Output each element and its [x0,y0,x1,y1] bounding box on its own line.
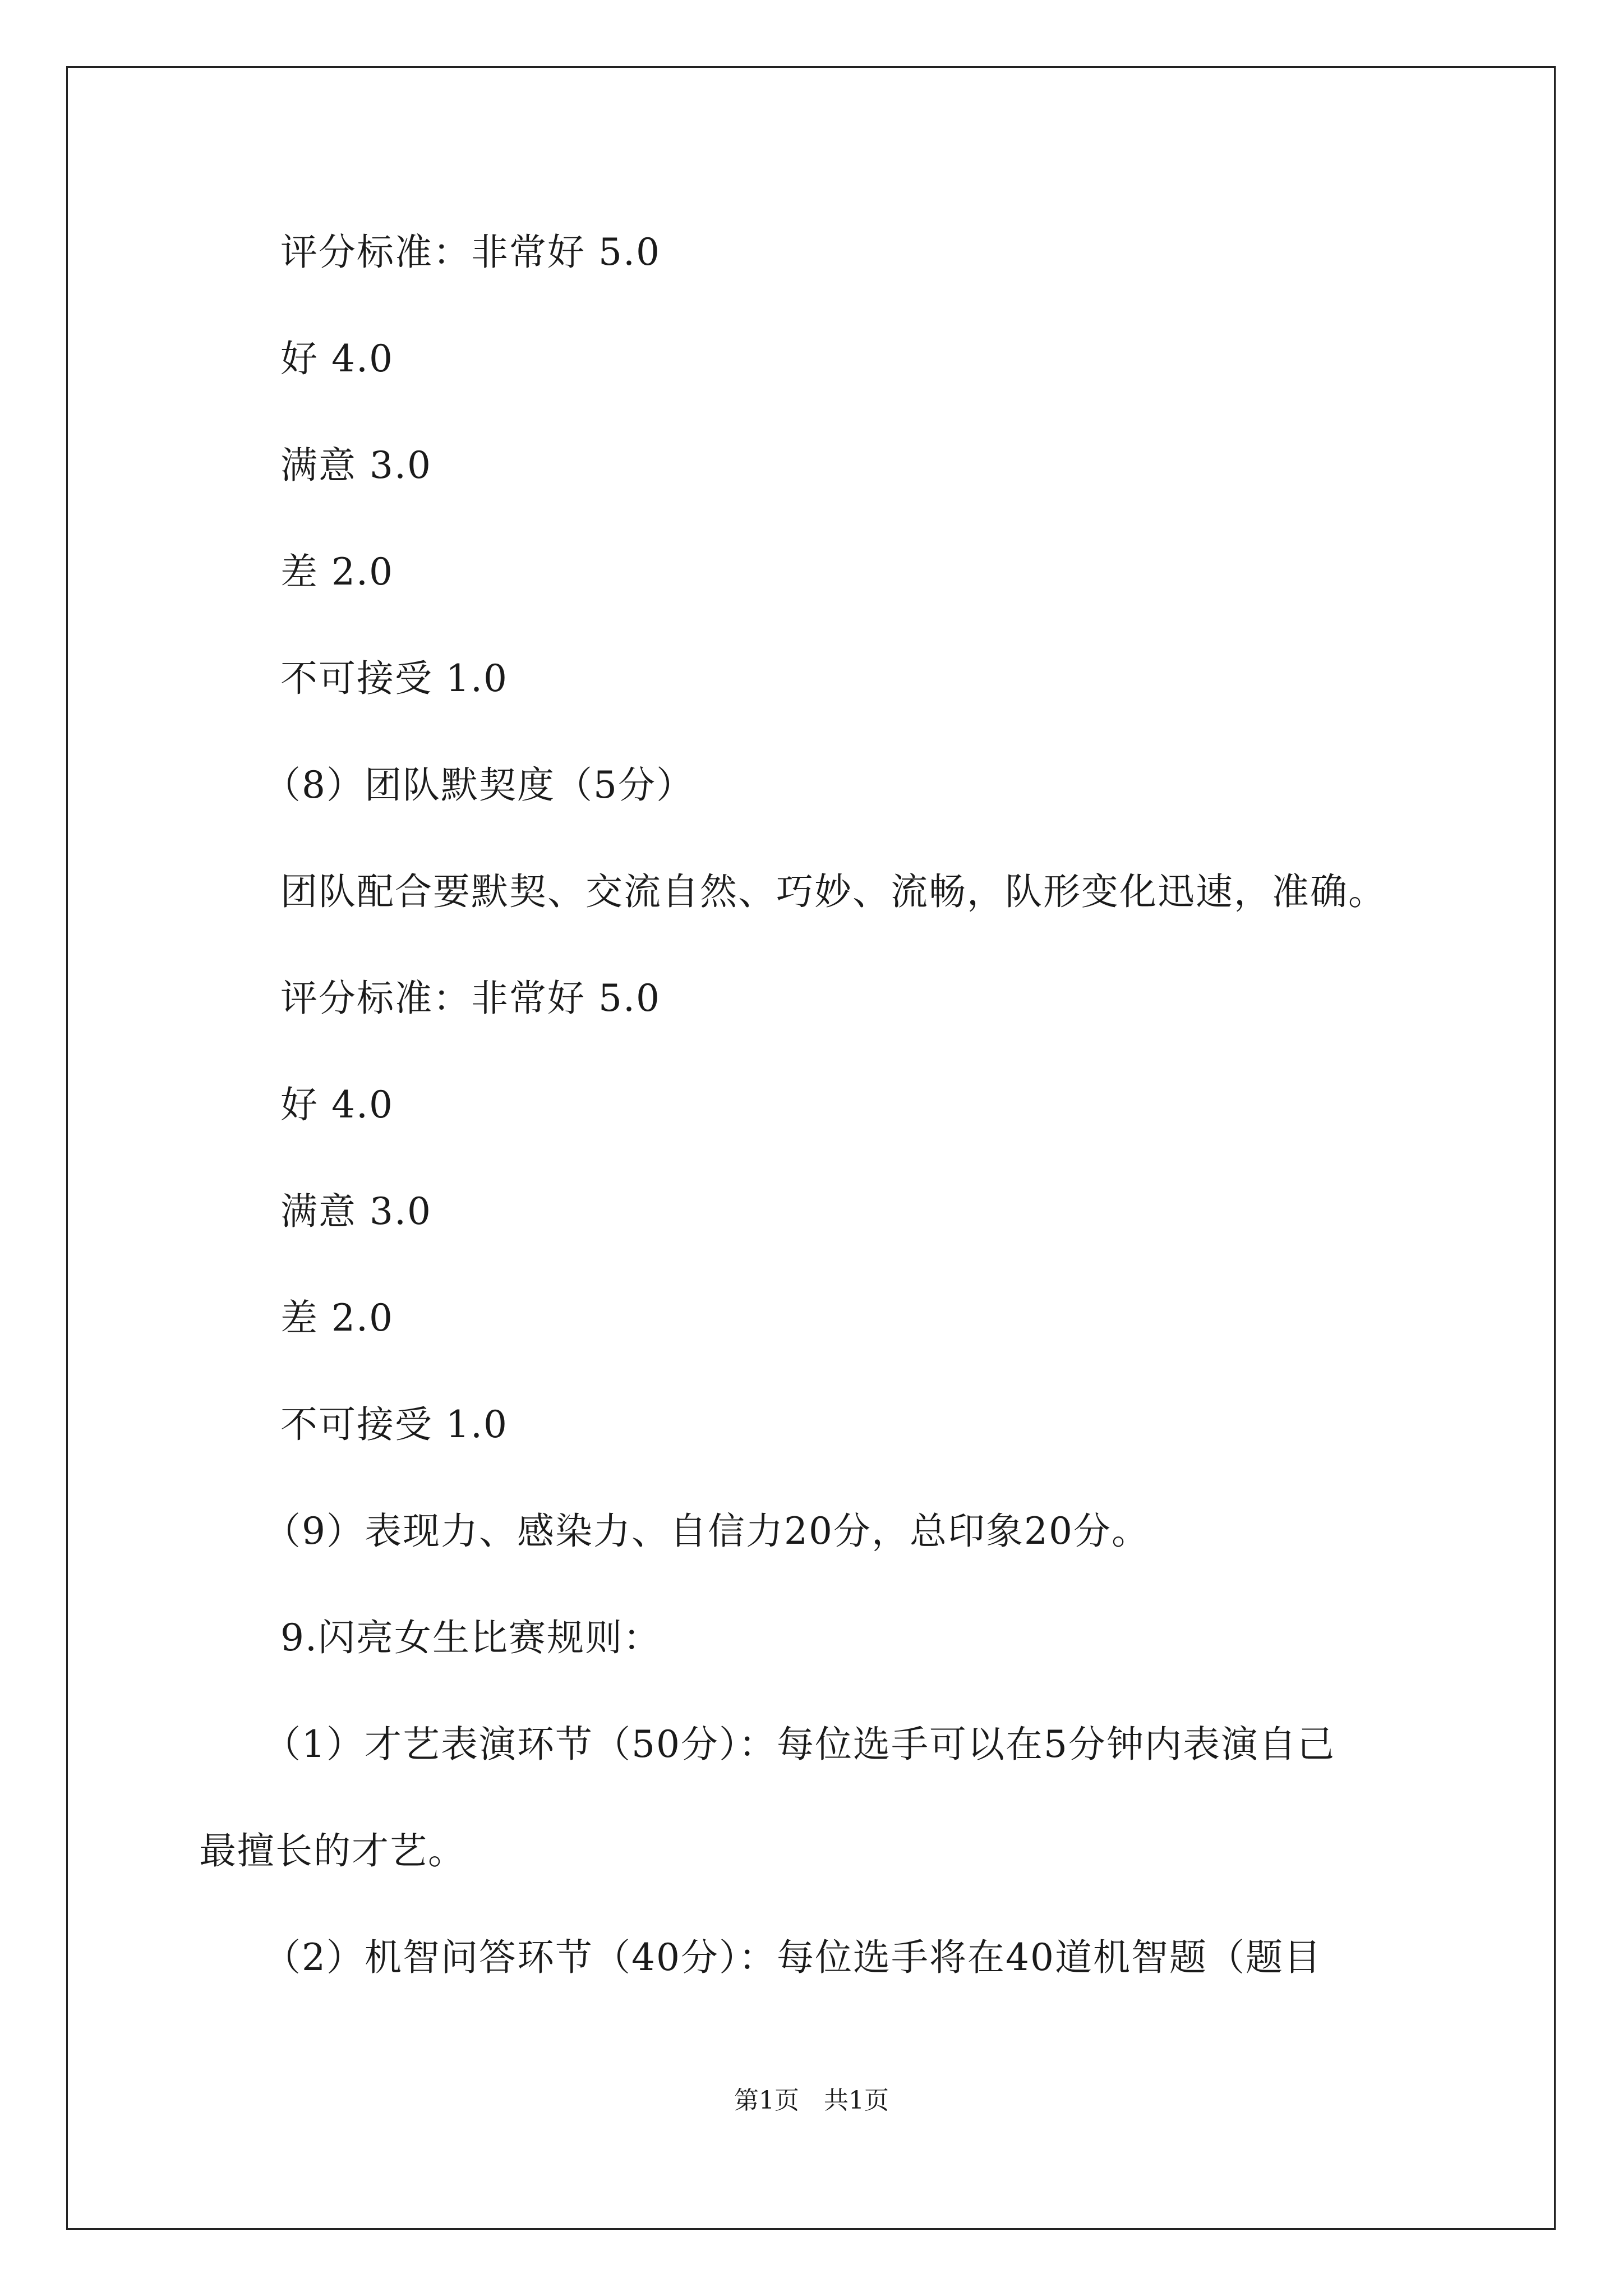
score-good-line: 好 4.0 [280,337,394,380]
paragraph-text: （2）机智问答环节（40分）：每位选手将在40道机智题（题目 [264,1936,1322,1979]
page-border [66,66,1556,2230]
page-number-footer: 第1页 共1页 [734,2086,889,2115]
score-satisfied-line: 满意 3.0 [280,444,432,487]
scoring-standard-line: 评分标准：非常好 5.0 [280,231,661,274]
section-heading: （9）表现力、感染力、自信力20分，总印象20分。 [264,1510,1150,1553]
score-unacceptable-line: 不可接受 1.0 [280,657,508,700]
section-heading: （8）团队默契度（5分） [264,763,694,807]
scoring-standard-line: 评分标准：非常好 5.0 [280,977,661,1020]
paragraph-text: 最擅长的才艺。 [199,1829,466,1872]
paragraph-text: （1）才艺表演环节（50分）：每位选手可以在5分钟内表演自己 [264,1723,1335,1766]
score-poor-line: 差 2.0 [280,1296,394,1340]
score-satisfied-line: 满意 3.0 [280,1190,432,1233]
rules-heading: 9.闪亮女生比赛规则： [280,1616,661,1659]
score-poor-line: 差 2.0 [280,550,394,593]
score-unacceptable-line: 不可接受 1.0 [280,1403,508,1446]
score-good-line: 好 4.0 [280,1083,394,1126]
paragraph-text: 团队配合要默契、交流自然、巧妙、流畅，队形变化迅速，准确。 [280,870,1386,913]
